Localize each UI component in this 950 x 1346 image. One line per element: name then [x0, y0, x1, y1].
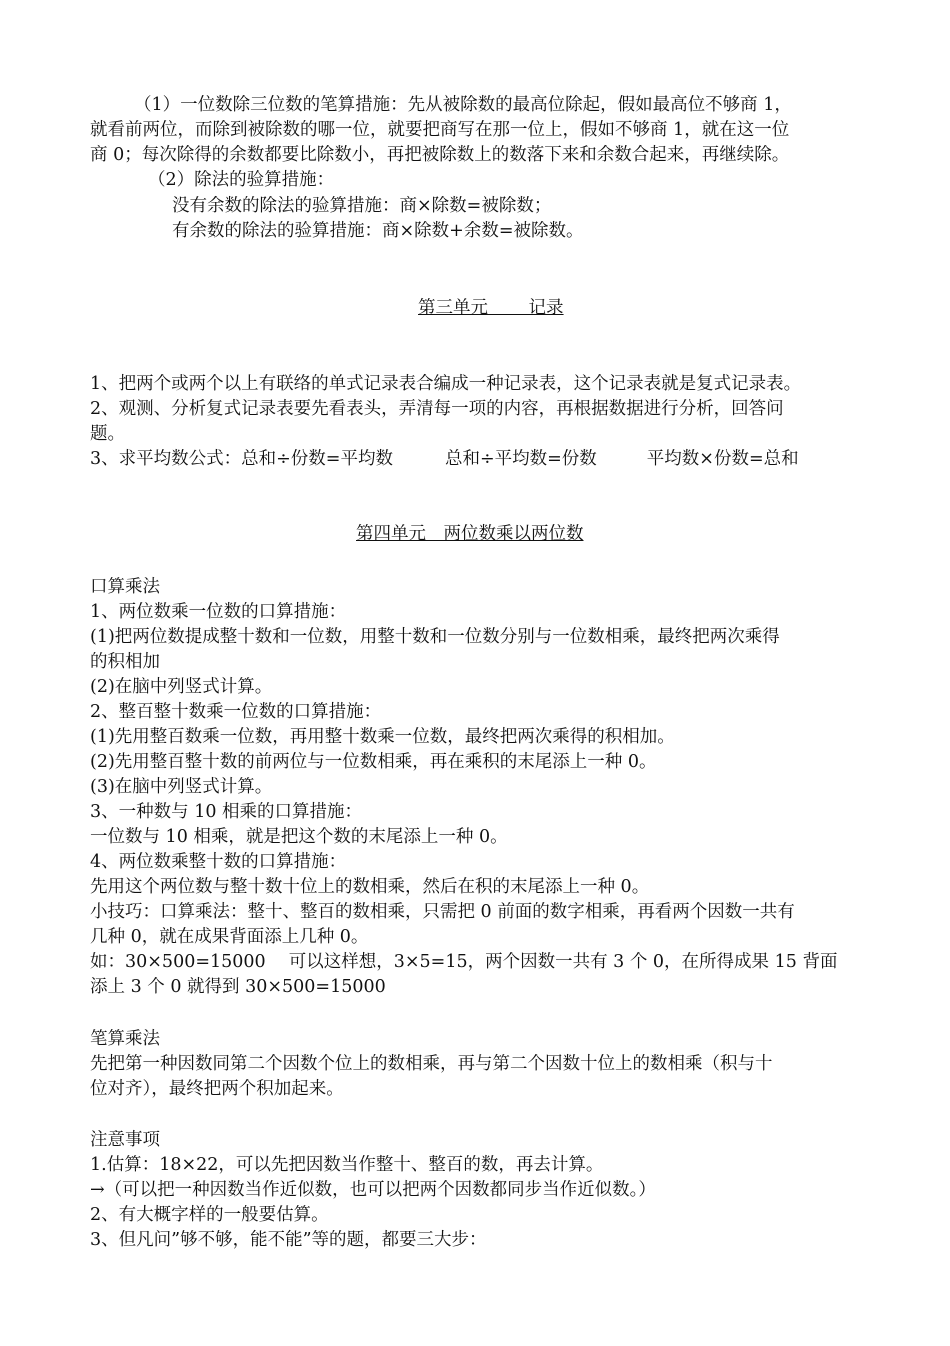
unit3-title: 第三单元 记录: [418, 298, 564, 318]
oral-line-15: 如：30×500=15000 可以这样想，3×5=15，两个因数一共有 3 个 0，在所得成果 15 背面: [90, 952, 838, 972]
division-check-no-remainder: 没有余数的除法的验算措施：商×除数=被除数；: [172, 196, 552, 216]
formula-count: 总和÷平均数=份数: [444, 449, 597, 469]
oral-multiplication-heading: 口算乘法: [90, 577, 160, 597]
division-method-line-3: 商 0；每次除得的余数都要比除数小，再把被除数上的数落下来和余数合起来，再继续除。: [90, 145, 790, 165]
written-multiplication-heading: 笔算乘法: [90, 1029, 160, 1049]
unit3-average-formulas: [90, 447, 799, 471]
note-3: 2、有大概字样的一般要估算。: [90, 1205, 329, 1225]
oral-line-06: (1)先用整百数乘一位数，再用整十数乘一位数，最终把两次乘得的积相加。: [90, 727, 675, 747]
formula-total: 平均数×份数=总和: [646, 449, 799, 469]
oral-line-09: 3、一种数与 10 相乘的口算措施：: [90, 802, 363, 822]
oral-line-03: 的积相加: [90, 652, 160, 672]
unit4-title: 第四单元 两位数乘以两位数: [356, 524, 584, 544]
oral-line-12: 先用这个两位数与整十数十位上的数相乘，然后在积的末尾添上一种 0。: [90, 877, 650, 897]
written-line-2: 位对齐），最终把两个积加起来。: [90, 1079, 344, 1099]
oral-line-13: 小技巧：口算乘法：整十、整百的数相乘，只需把 0 前面的数字相乘，再看两个因数一共有: [90, 902, 795, 922]
division-method-line-2: 就看前两位，而除到被除数的哪一位，就要把商写在那一位上，假如不够商 1，就在这一位: [90, 120, 790, 140]
oral-line-10: 一位数与 10 相乘，就是把这个数的末尾添上一种 0。: [90, 827, 508, 847]
division-check-heading: （2）除法的验算措施：: [148, 170, 335, 190]
written-line-1: 先把第一种因数同第二个因数个位上的数相乘，再与第二个因数十位上的数相乘（积与十: [90, 1054, 773, 1074]
oral-line-01: 1、两位数乘一位数的口算措施：: [90, 602, 347, 622]
note-2: →（可以把一种因数当作近似数，也可以把两个因数都同步当作近似数。）: [90, 1180, 656, 1200]
division-method-line-1: （1）一位数除三位数的笔算措施：先从被除数的最高位除起，假如最高位不够商 1，: [134, 95, 792, 115]
unit3-item-2-line-2: 题。: [90, 424, 125, 444]
division-check-with-remainder: 有余数的除法的验算措施：商×除数+余数=被除数。: [172, 221, 584, 241]
oral-line-05: 2、整百整十数乘一位数的口算措施：: [90, 702, 382, 722]
notes-heading: 注意事项: [90, 1130, 160, 1150]
unit3-item-1: 1、把两个或两个以上有联络的单式记录表合编成一种记录表，这个记录表就是复式记录表。: [90, 374, 802, 394]
oral-line-02: (1)把两位数提成整十数和一位数，用整十数和一位数分别与一位数相乘，最终把两次乘得: [90, 627, 780, 647]
oral-line-04: (2)在脑中列竖式计算。: [90, 677, 273, 697]
oral-line-07: (2)先用整百整十数的前两位与一位数相乘，再在乘积的末尾添上一种 0。: [90, 752, 657, 772]
oral-line-16: 添上 3 个 0 就得到 30×500=15000: [90, 977, 386, 997]
oral-line-11: 4、两位数乘整十数的口算措施：: [90, 852, 347, 872]
formula-average: 3、求平均数公式：总和÷份数=平均数: [90, 449, 393, 469]
oral-line-08: (3)在脑中列竖式计算。: [90, 777, 273, 797]
note-4: 3、但凡问”够不够，能不能”等的题，都要三大步：: [90, 1230, 487, 1250]
unit3-item-2-line-1: 2、观测、分析复式记录表要先看表头，弄清每一项的内容，再根据数据进行分析，回答问: [90, 399, 784, 419]
note-1: 1.估算：18×22，可以先把因数当作整十、整百的数，再去计算。: [90, 1155, 604, 1175]
oral-line-14: 几种 0，就在成果背面添上几种 0。: [90, 927, 369, 947]
